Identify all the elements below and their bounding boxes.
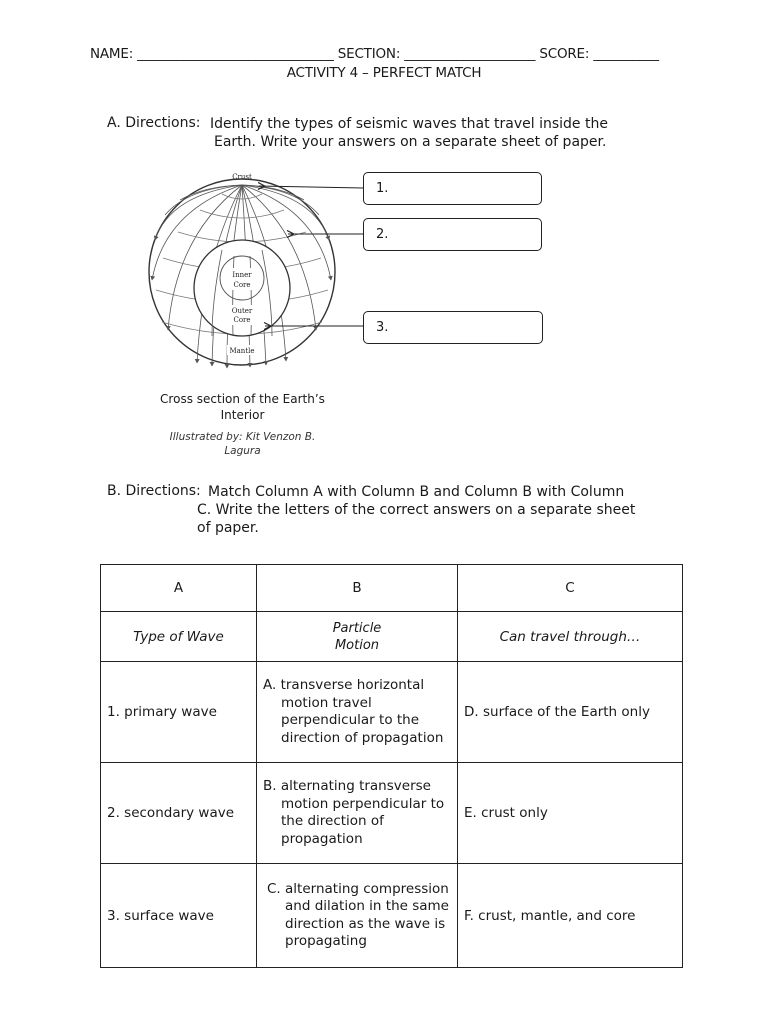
table-row [101,763,683,864]
answer-box-2[interactable]: 2. [363,218,542,251]
table-header-row [101,565,683,612]
inner-core-label-line1: Inner [232,271,252,279]
travel-medium-cell: D. surface of the Earth only [458,662,683,763]
section-b-directions-line1: Match Column A with Column B and Column B with Column [208,484,625,500]
column-b-subheader-line1: Particle [332,620,382,636]
particle-motion-cell [257,662,458,763]
column-b-header: B [257,565,458,612]
section-b-directions-line3: of paper. [197,520,259,536]
table-row [101,662,683,763]
diagram-caption-line2: Interior [220,408,265,422]
illustrator-credit-line1: Illustrated by: Kit Venzon B. [169,431,316,443]
inner-core-label-line2: Core [233,281,251,289]
illustrator-credit [155,430,330,458]
diagram-caption [150,391,335,423]
section-b-directions-line2: C. Write the letters of the correct answers on a separate sheet [197,502,636,518]
crust-label: Crust [232,173,252,181]
outer-core-label-line2: Core [233,316,251,324]
particle-motion-text: B. alternating transverse motion perpendicular to the direction of propagation [263,778,445,847]
table-subheader-row [101,612,683,662]
particle-motion-cell [257,864,458,968]
section-a-directions-line1: Identify the types of seismic waves that travel inside the [210,116,608,132]
wave-type-cell: 2. secondary wave [101,763,257,864]
wave-type-cell: 3. surface wave [101,864,257,968]
diagram-caption-line1: Cross section of the Earth’s [160,392,325,406]
column-b-subheader [257,612,458,662]
column-c-subheader: Can travel through… [458,612,683,662]
section-a-label: A. Directions: [107,115,201,131]
travel-medium-cell: E. crust only [458,763,683,864]
particle-motion-text: C. alternating compression and dilation in the same direction as the wave is propagating [267,880,449,949]
particle-motion-cell [257,763,458,864]
illustrator-credit-line2: Lagura [224,445,261,457]
table-row [101,864,683,968]
mantle-label: Mantle [229,347,255,355]
particle-motion-text: A. transverse horizontal motion travel perpendicular to the direction of propagation [263,677,444,746]
outer-core-label-line1: Outer [231,307,253,315]
column-b-subheader-line2: Motion [334,637,380,653]
column-a-subheader: Type of Wave [101,612,257,662]
section-b-label: B. Directions: [107,483,201,499]
column-c-header: C [458,565,683,612]
section-a-directions [210,115,630,151]
name-section-score-line: NAME: ______________________________ SECTION: ____________________ SCORE: __________ [90,46,659,62]
column-a-header: A [101,565,257,612]
section-a-directions-line2: Earth. Write your answers on a separate sheet of paper. [214,134,607,150]
matching-table [100,564,683,968]
answer-box-3[interactable]: 3. [363,311,543,344]
answer-box-1[interactable]: 1. [363,172,542,205]
wave-type-cell: 1. primary wave [101,662,257,763]
page-title: ACTIVITY 4 – PERFECT MATCH [286,65,482,81]
travel-medium-cell: F. crust, mantle, and core [458,864,683,968]
section-b-directions [197,483,657,537]
